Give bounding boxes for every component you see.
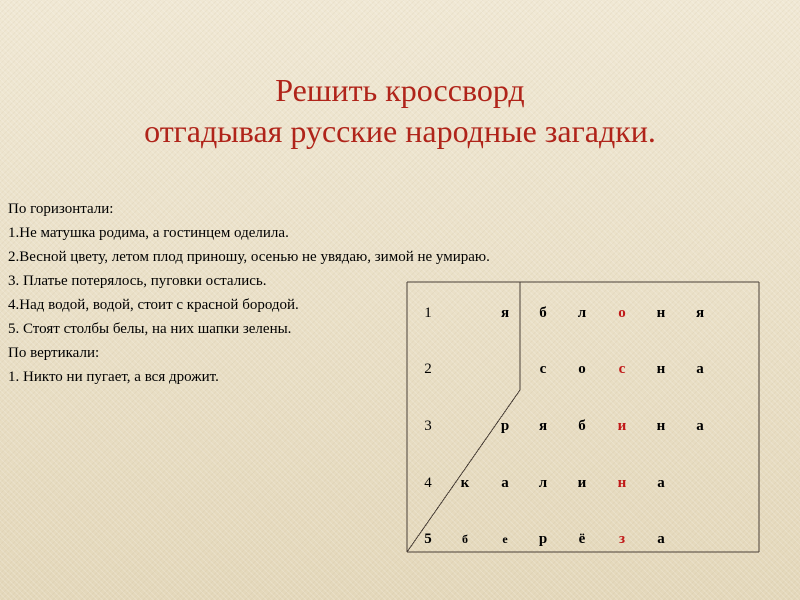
cell-letter-r2-c5: н xyxy=(656,361,666,377)
cell-letter-r2-c2: с xyxy=(539,361,547,377)
row-number-5: 5 xyxy=(424,531,432,547)
clue-vertical-1: 1. Никто ни пугает, а вся дрожит. xyxy=(8,369,219,385)
grid-diagonal-lower xyxy=(407,390,520,552)
cell-letter-r4-c2: л xyxy=(538,475,548,491)
cell-letter-r4-c4: н xyxy=(617,475,627,491)
cell-letter-r2-c6: а xyxy=(696,361,704,377)
clue-horizontal-1: 1.Не матушка родима, а гостинцем оделила. xyxy=(8,225,289,241)
cell-letter-r1-c5: н xyxy=(656,305,666,321)
cell-letter-r5-c4: з xyxy=(618,531,626,547)
cell-letter-r1-c1: я xyxy=(500,305,510,321)
title-line-2: отгадывая русские народные загадки. xyxy=(144,113,656,149)
cell-letter-r3-c5: н xyxy=(656,418,666,434)
cell-letter-r5-c5: а xyxy=(657,531,665,547)
cell-letter-r5-c3: ё xyxy=(578,531,586,547)
cell-letter-r1-c6: я xyxy=(695,305,705,321)
clue-horizontal-4: 4.Над водой, водой, стоит с красной бородой. xyxy=(8,297,299,313)
cell-letter-r4-c3: и xyxy=(577,475,587,491)
row-number-1: 1 xyxy=(424,305,432,321)
cell-letter-r3-c2: я xyxy=(538,418,548,434)
cell-letter-r4-c0: к xyxy=(460,475,470,491)
cell-letter-r1-c4: о xyxy=(618,305,626,321)
cell-letter-r5-c1: е xyxy=(502,532,508,546)
cell-letter-r4-c5: а xyxy=(657,475,665,491)
cell-letter-r5-c0: б xyxy=(462,532,468,546)
horizontal-header: По горизонтали: xyxy=(8,201,114,217)
cell-letter-r2-c3: о xyxy=(578,361,586,377)
cell-letter-r4-c1: а xyxy=(501,475,509,491)
cell-letter-r3-c1: р xyxy=(500,418,510,434)
clue-horizontal-2: 2.Весной цвету, летом плод приношу, осенью не увядаю, зимой не умираю. xyxy=(8,249,490,265)
cell-letter-r1-c3: л xyxy=(577,305,587,321)
cell-letter-r2-c4: с xyxy=(618,361,626,377)
clue-horizontal-3: 3. Платье потерялось, пуговки остались. xyxy=(8,273,267,289)
cell-letter-r5-c2: р xyxy=(538,531,548,547)
cell-letter-r3-c3: б xyxy=(578,418,586,434)
cell-letter-r3-c4: и xyxy=(617,418,627,434)
clue-horizontal-5: 5. Стоят столбы белы, на них шапки зелены. xyxy=(8,321,292,337)
title-line-1: Решить кроссворд xyxy=(275,72,525,108)
vertical-header: По вертикали: xyxy=(8,345,100,361)
cell-letter-r3-c6: а xyxy=(696,418,704,434)
row-number-2: 2 xyxy=(424,361,432,377)
row-number-3: 3 xyxy=(424,418,432,434)
cell-letter-r1-c2: б xyxy=(539,305,547,321)
row-number-4: 4 xyxy=(424,475,432,491)
